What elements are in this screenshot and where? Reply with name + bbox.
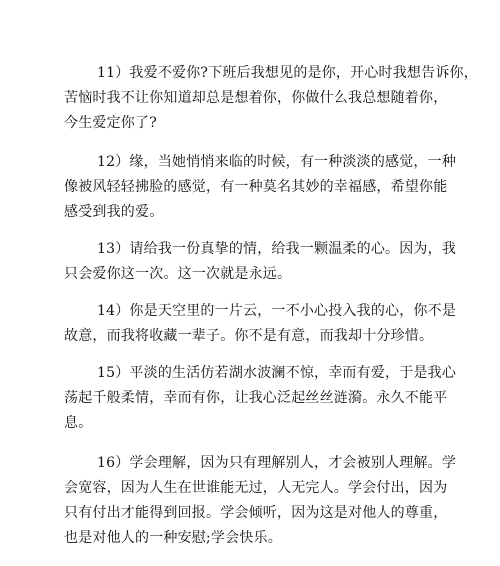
paragraph-line: 故意，而我将收藏一辈子。你不是有意，而我却十分珍惜。: [64, 328, 434, 344]
paragraph-11: [64, 61, 478, 136]
paragraph-15: [64, 361, 457, 436]
paragraph-line: 像被风轻轻拂脸的感觉，有一种莫名其妙的幸福感，希望你能: [64, 179, 448, 195]
paragraph-line: 13）请给我一份真挚的情，给我一颗温柔的心。因为，我: [97, 241, 457, 257]
paragraph-line: 15）平淡的生活仿若湖水波澜不惊，幸而有爱，于是我心: [97, 365, 457, 381]
paragraph-line: 息。: [64, 415, 93, 431]
paragraph-16: [64, 451, 457, 551]
paragraph-line: 12）缘，当她悄悄来临的时候，有一种淡淡的感觉，一种: [97, 154, 457, 170]
paragraph-12: [64, 150, 457, 225]
paragraph-line: 今生爱定你了?: [64, 115, 157, 131]
paragraph-line: 11）我爱不爱你?下班后我想见的是你，开心时我想告诉你，: [97, 65, 478, 81]
paragraph-line: 也是对他人的一种安慰;学会快乐。: [64, 530, 282, 546]
paragraph-line: 只会爱你这一次。这一次就是永远。: [64, 266, 292, 282]
paragraph-line: 苦恼时我不让你知道却总是想着你，你做什么我总想随着你，: [64, 90, 448, 106]
paragraph-line: 只有付出才能得到回报。学会倾听，因为这是对他人的尊重，: [64, 505, 448, 521]
paragraph-line: 荡起千般柔情，幸而有你，让我心泛起丝丝涟漪。永久不能平: [64, 390, 448, 406]
paragraph-line: 16）学会理解，因为只有理解别人，才会被别人理解。学: [97, 455, 457, 471]
paragraph-line: 会宽容，因为人生在世谁能无过，人无完人。学会付出，因为: [64, 480, 448, 496]
paragraph-14: [64, 299, 457, 349]
paragraph-line: 感受到我的爱。: [64, 204, 164, 220]
paragraph-13: [64, 237, 457, 287]
paragraph-line: 14）你是天空里的一片云，一不小心投入我的心，你不是: [97, 303, 457, 319]
